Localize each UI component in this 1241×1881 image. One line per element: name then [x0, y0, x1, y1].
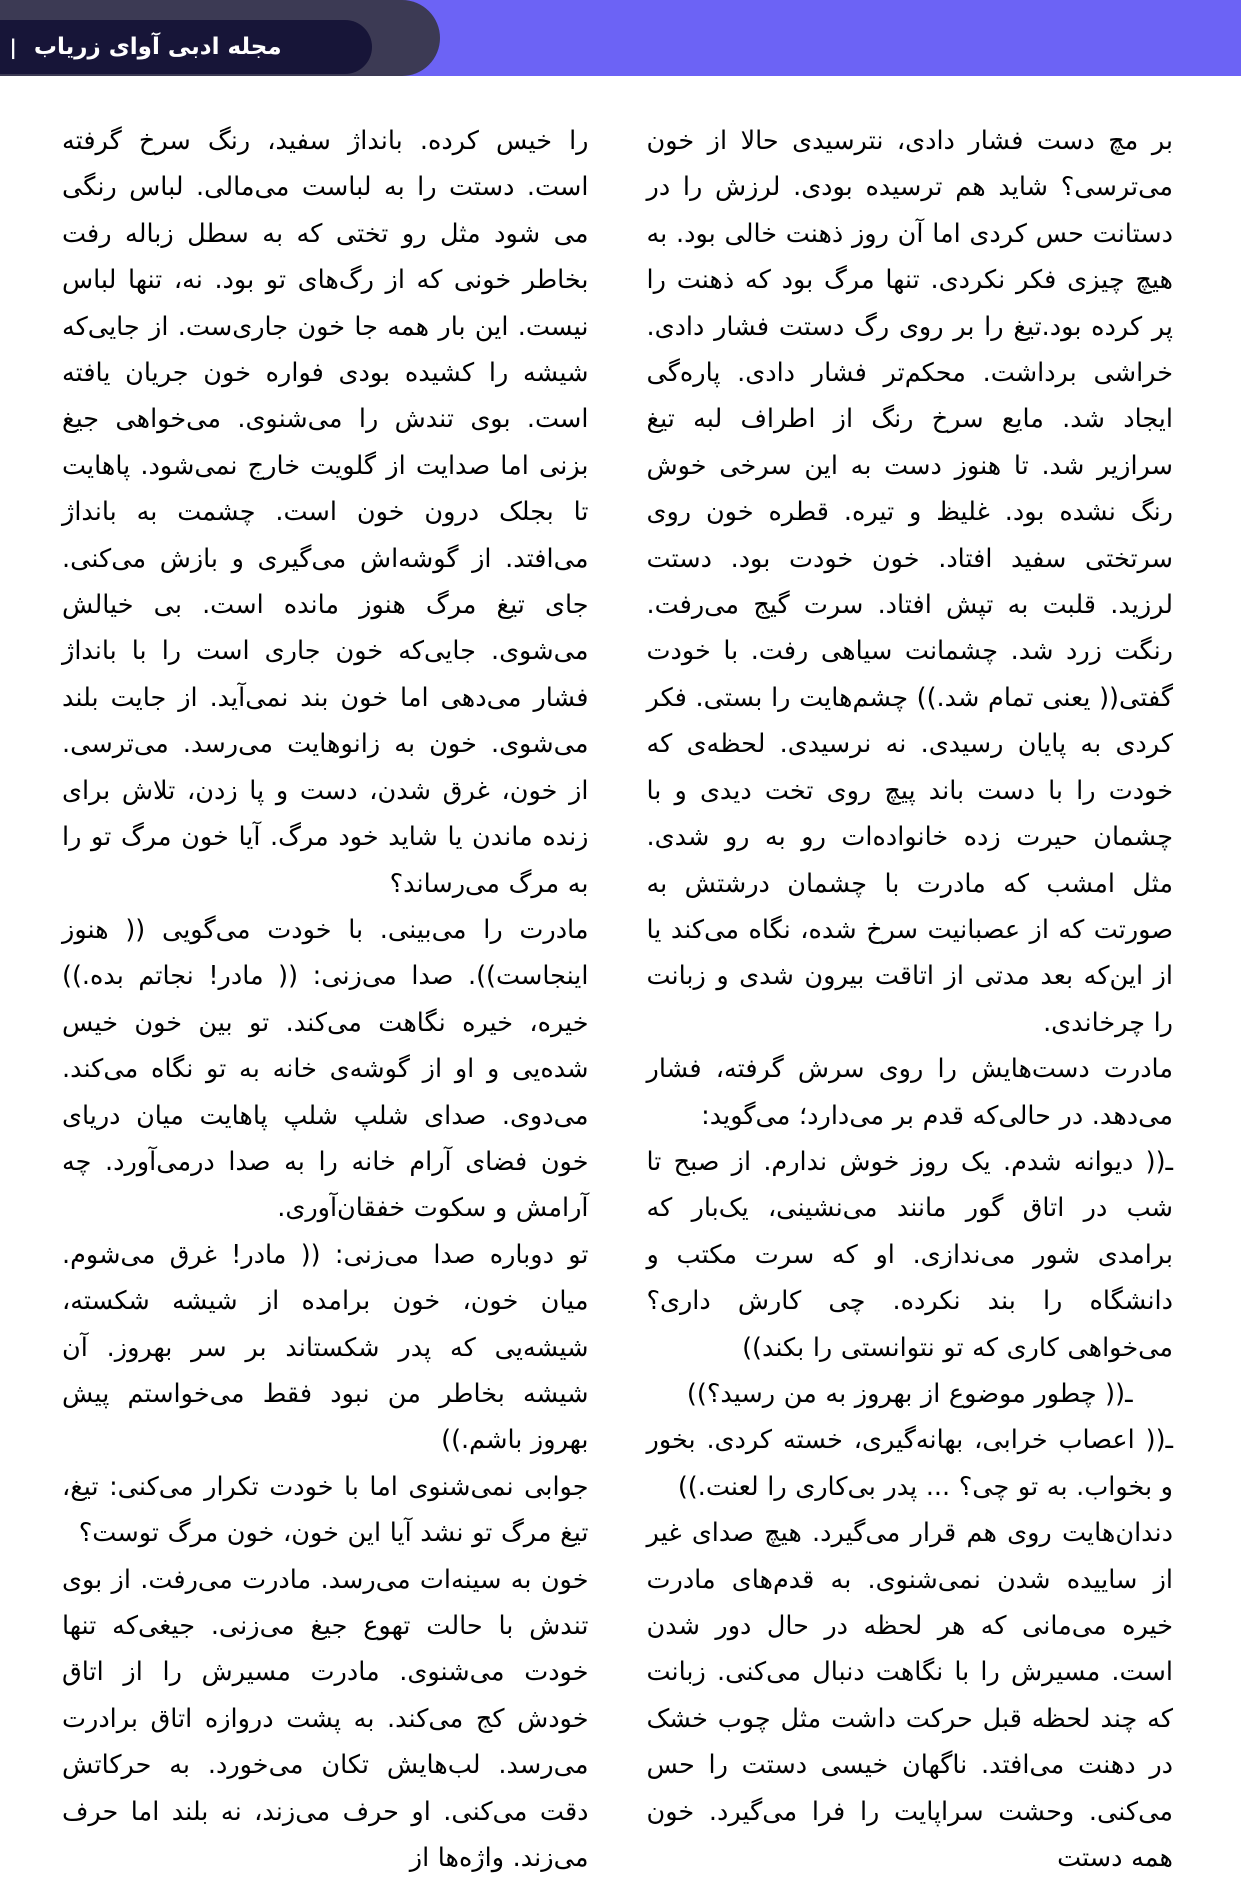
paragraph: جوابی نمی‌شنوی اما با خودت تکرار می‌کنی: تیغ، تیغ مرگ تو نشد آیا این خون، خون مرگ توست؟	[62, 1471, 589, 1549]
magazine-title: مجله ادبی آوای زریاب	[33, 34, 282, 60]
paragraph: را خیس کرده. بانداژ سفید، رنگ سرخ گرفته است. دستت را به لباست می‌مالی. لباس رنگی می شود مثل رو تختی که به سطل زباله رفت بخاطر خونی که از رگ‌های تو بود. نه، تنها لباس نیست. این بار همه جا خون جاری‌ست. از جایی‌که شیشه را کشیده بودی فواره خون جریان یافته است. بوی تندش را می‌شنوی. می‌خواهی جیغ بزنی اما صدایت از گلویت خارج نمی‌شود. پاهایت تا بجلک درون خون است. چشمت به بانداژ می‌افتد. از گوشه‌اش می‌گیری و بازش می‌کنی. جای تیغ مرگ هنوز مانده است. بی خیالش می‌شوی. جایی‌که خون جاری است را با بانداژ فشار می‌دهی اما خون بند نمی‌آید. از جایت بلند می‌شوی. خون به زانوهایت می‌رسد. می‌ترسی. از خون، غرق شدن، دست و پا زدن، تلاش برای زنده ماندن یا شاید خود مرگ. آیا خون مرگ تو را به مرگ می‌رساند؟	[62, 126, 589, 899]
paragraph: مادرت دست‌هایش را روی سرش گرفته، فشار می‌دهد. در حالی‌که قدم بر می‌دارد؛ می‌گوید:	[646, 1054, 1173, 1131]
paragraph: بر مچ دست فشار دادی، نترسیدی حالا از خون می‌ترسی؟ شاید هم ترسیده بودی. لرزش را در دستانت حس کردی اما آن روز ذهنت خالی بود. به هیچ چیزی فکر نکردی. تنها مرگ بود که ذهنت را پر کرده بود.تیغ را بر روی رگ دستت فشار دادی. خراشی برداشت. محکم‌تر فشار دادی. پاره‌گی ایجاد شد. مایع سرخ رنگ از اطراف لبه تیغ سرازیر شد. تا هنوز دست به این سرخی خوش رنگ نشده بود. غلیظ و تیره. قطره خون روی سرتختی سفید افتاد. خون خودت بود. دستت لرزید. قلبت به تپش افتاد. سرت گیج می‌رفت. رنگت زرد شد. چشمانت سیاهی رفت. با خودت گفتی(( یعنی تمام شد.)) چشم‌هایت را بستی. فکر کردی به پایان رسیدی. نه نرسیدی. لحظه‌ی که خودت را با دست باند پیچ روی تخت دیدی و با چشمان حیرت زده خانواده‌ات رو به رو شدی. مثل امشب که مادرت با چشمان درشتش به صورتت که از عصبانیت سرخ شده، نگاه می‌کند یا از این‌که بعد مدتی از اتاقت بیرون شدی و زبانت را چرخاندی.	[646, 126, 1173, 1038]
paragraph: مادرت را می‌بینی. با خودت می‌گویی (( هنوز اینجاست)). صدا می‌زنی: (( مادر! نجاتم بده.)) خیره، خیره نگاهت می‌کند. تو بین خون خیس شده‌یی و او از گوشه‌ی خانه به تو نگاه می‌کند. می‌دوی. صدای شلپ شلپ پاهایت میان دریای خون فضای آرام خانه را به صدا درمی‌آورد. چه آرامش و سکوت خفقان‌آوری.	[62, 914, 589, 1224]
dialogue-paragraph: ـ(( دیوانه شدم. یک روز خوش ندارم. از صبح تا شب در اتاق گور مانند می‌نشینی، یک‌بار که برامدی شور می‌ندازی. او که سرت مکتب و دانشگاه را بند نکرده. چی کارش داری؟ می‌خواهی کاری که تو نتوانستی را بکند))	[646, 1146, 1173, 1363]
page-header	[0, 0, 1241, 76]
text-column-right	[647, 118, 1174, 1881]
text-column-left	[62, 118, 589, 1881]
header-separator: |	[9, 35, 17, 59]
header-content	[0, 33, 282, 62]
header-title-bar	[0, 20, 372, 74]
paragraph: خون به سینه‌ات می‌رسد. مادرت می‌رفت. از بوی تندش با حالت تهوع جیغ می‌زنی. جیغی‌که تنها خودت می‌شنوی. مادرت مسیرش را از اتاق خودش کج می‌کند. به پشت دروازه اتاق برادرت می‌رسد. لب‌هایش تکان می‌خورد. به حرکاتش دقت می‌کنی. او حرف می‌زند، نه بلند اما حرف می‌زند. واژه‌ها از	[62, 1564, 589, 1874]
dialogue-paragraph: ـ(( چطور موضوع از بهروز به من رسید؟))	[686, 1378, 1133, 1409]
dialogue-paragraph: ـ(( اعصاب خرابی، بهانه‌گیری، خسته کردی. بخور و بخواب. به تو چی؟ ... پدر بی‌کاری را لعنت.))	[646, 1425, 1173, 1502]
article-body	[62, 118, 1173, 1881]
paragraph: دندان‌هایت روی هم قرار می‌گیرد. هیچ صدای غیر از ساییده شدن نمی‌شنوی. به قدم‌های مادرت خیره می‌مانی که هر لحظه در حال دور شدن است. مسیرش را با نگاهت دنبال می‌کنی. زبانت که چند لحظه قبل حرکت داشت مثل چوب خشک در دهنت می‌افتد. ناگهان خیسی دستت را حس می‌کنی. وحشت سراپایت را فرا می‌گیرد. خون همه دستت	[646, 1518, 1173, 1874]
paragraph: تو دوباره صدا می‌زنی: (( مادر! غرق می‌شوم. میان خون، خون برامده از شیشه شکسته، شیشه‌یی که پدر شکستاند بر سر بهروز. آن شیشه بخاطر من نبود فقط می‌خواستم پیش بهروز باشم.))	[62, 1239, 589, 1456]
